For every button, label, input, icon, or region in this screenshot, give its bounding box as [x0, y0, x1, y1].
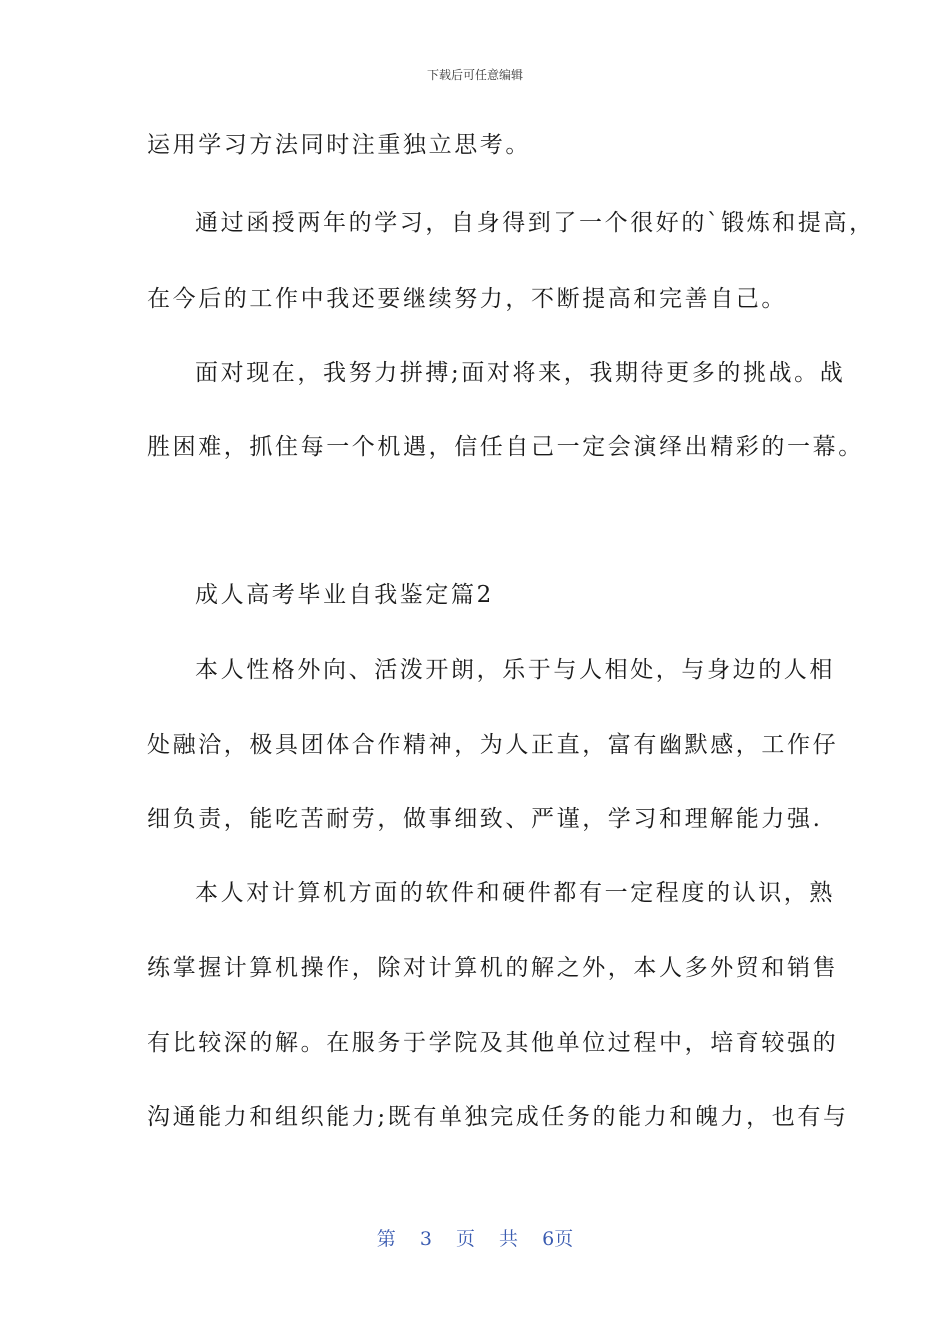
text-line: 有比较深的解。在服务于学院及其他单位过程中，培育较强的	[147, 1030, 839, 1056]
text-line: 本人对计算机方面的软件和硬件都有一定程度的认识，熟	[195, 880, 835, 906]
footer-gong: 共	[499, 1228, 519, 1250]
text-line: 在今后的工作中我还要继续努力，不断提高和完善自己。	[147, 286, 787, 312]
footer-total-pages: 6页	[542, 1228, 574, 1250]
page-footer	[0, 1224, 950, 1251]
footer-page-number: 3	[419, 1228, 432, 1250]
text-line: 运用学习方法同时注重独立思考。	[147, 132, 531, 158]
page-header-note: 下载后可任意编辑	[426, 68, 523, 82]
text-line: 沟通能力和组织能力;既有单独完成任务的能力和魄力，也有与	[147, 1104, 849, 1130]
text-line: 面对现在，我努力拼搏;面对将来，我期待更多的挑战。战	[195, 360, 846, 386]
section-heading: 成人高考毕业自我鉴定篇2	[195, 582, 494, 608]
footer-ye: 页	[455, 1228, 475, 1250]
text-line: 处融洽，极具团体合作精神，为人正直，富有幽默感，工作仔	[147, 732, 839, 758]
text-line: 胜困难，抓住每一个机遇，信任自己一定会演绎出精彩的一幕。	[147, 434, 864, 460]
text-line: 练掌握计算机操作，除对计算机的解之外，本人多外贸和销售	[147, 955, 839, 981]
text-line: 细负责，能吃苦耐劳，做事细致、严谨，学习和理解能力强.	[147, 806, 823, 832]
text-line: 通过函授两年的学习，自身得到了一个很好的`锻炼和提高，	[195, 210, 875, 236]
text-line: 本人性格外向、活泼开朗，乐于与人相处，与身边的人相	[195, 657, 835, 683]
footer-di: 第	[376, 1228, 396, 1250]
